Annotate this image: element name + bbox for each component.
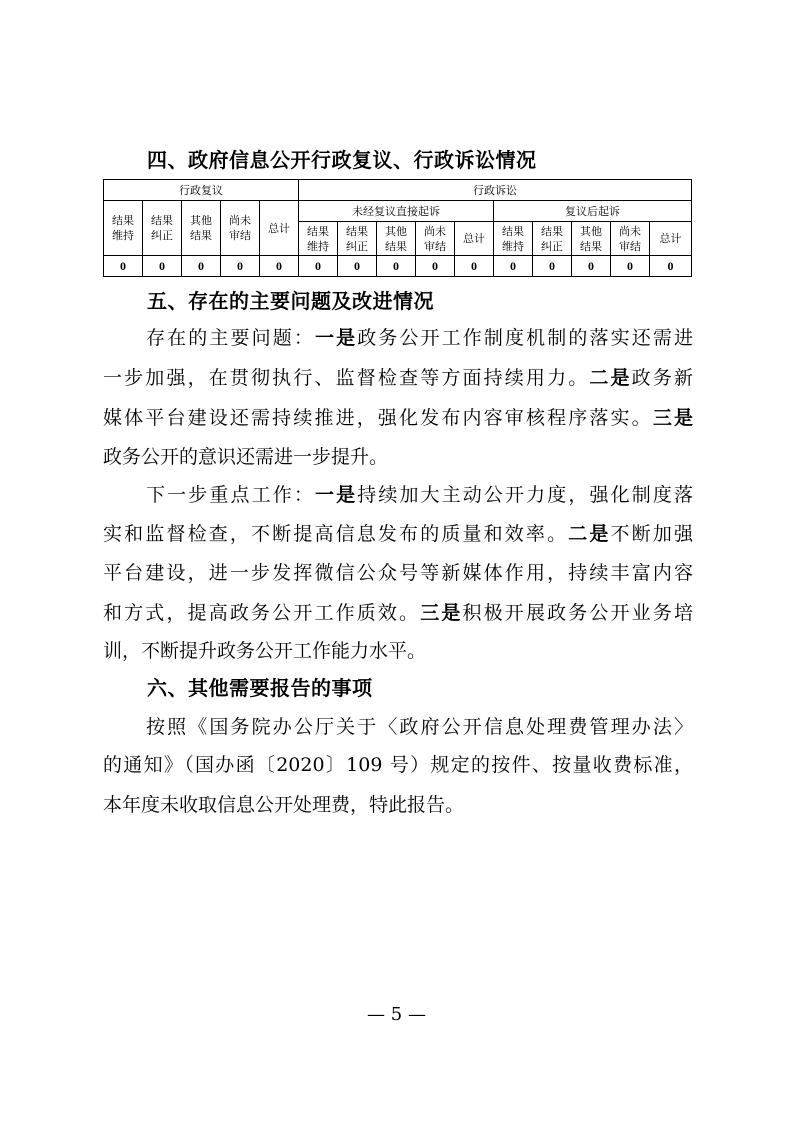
- value-cell: 0: [104, 256, 143, 277]
- problems-text: 媒体平台建设还需持续推进，强化发布内容审核程序落实。: [103, 407, 653, 429]
- marker-first: 一是: [314, 327, 358, 349]
- problems-text: 政务新: [631, 367, 693, 389]
- section-6-heading: 六、其他需要报告的事项: [147, 676, 373, 700]
- value-cell: 0: [299, 256, 338, 277]
- marker-second: 二是: [568, 523, 611, 545]
- next-steps-lead: 下一步重点工作：: [146, 484, 315, 506]
- next-steps-line-1: [103, 480, 693, 511]
- col-total: 总计: [455, 222, 494, 256]
- value-cell: 0: [572, 256, 611, 277]
- col-correct: 结果纠正: [533, 222, 572, 256]
- col-correct: 结果纠正: [338, 222, 377, 256]
- next-steps-text: 持续加大主动公开力度，强化制度落: [357, 484, 693, 506]
- value-cell: 0: [143, 256, 182, 277]
- next-steps-line-4: [103, 598, 693, 629]
- value-cell: 0: [494, 256, 533, 277]
- col-total: 总计: [650, 222, 692, 256]
- col-correct: 结果纠正: [143, 201, 182, 256]
- col-pending: 尚未审结: [611, 222, 650, 256]
- col-uphold: 结果维持: [494, 222, 533, 256]
- header-litigation: 行政诉讼: [299, 180, 692, 201]
- next-steps-text: 实和监督检查，不断提高信息发布的质量和效率。: [103, 523, 569, 545]
- col-pending: 尚未审结: [221, 201, 260, 256]
- problems-text: 一步加强，在贯彻执行、监督检查等方面持续用力。: [103, 367, 590, 389]
- problems-line-1: [103, 323, 693, 354]
- col-other: 其他结果: [377, 222, 416, 256]
- value-cell: 0: [377, 256, 416, 277]
- marker-first: 一是: [314, 484, 358, 506]
- next-steps-line-2: [103, 519, 693, 550]
- value-cell: 0: [650, 256, 692, 277]
- col-total: 总计: [260, 201, 299, 256]
- problems-text: 政务公开工作制度机制的落实还需进: [357, 327, 693, 349]
- subheader-direct: 未经复议直接起诉: [299, 201, 494, 222]
- value-cell: 0: [338, 256, 377, 277]
- other-line-2: 的通知》（国办函〔2020〕109 号）规定的按件、按量收费标准，: [103, 754, 693, 776]
- header-admin-review: 行政复议: [104, 180, 299, 201]
- value-cell: 0: [182, 256, 221, 277]
- marker-second: 二是: [589, 367, 632, 389]
- marker-third: 三是: [652, 407, 693, 429]
- review-litigation-table: [103, 179, 692, 277]
- col-uphold: 结果维持: [104, 201, 143, 256]
- col-other: 其他结果: [572, 222, 611, 256]
- marker-third: 三是: [420, 602, 463, 624]
- problems-lead: 存在的主要问题：: [146, 327, 315, 349]
- value-cell: 0: [260, 256, 299, 277]
- next-steps-text: 和方式，提高政务公开工作质效。: [103, 602, 421, 624]
- next-steps-line-5: 训，不断提升政务公开工作能力水平。: [103, 640, 427, 662]
- section-4-heading: 四、政府信息公开行政复议、行政诉讼情况: [147, 148, 537, 172]
- value-cell: 0: [611, 256, 650, 277]
- problems-line-4: 政务公开的意识还需进一步提升。: [103, 446, 389, 468]
- subheader-after-review: 复议后起诉: [494, 201, 692, 222]
- next-steps-text: 积极开展政务公开业务培: [462, 602, 693, 624]
- page-number: — 5 —: [367, 1004, 426, 1025]
- value-cell: 0: [221, 256, 260, 277]
- problems-line-3: [103, 403, 693, 434]
- problems-line-2: [103, 363, 693, 394]
- other-line-3: 本年度未收取信息公开处理费，特此报告。: [103, 794, 465, 816]
- value-cell: 0: [416, 256, 455, 277]
- other-line-1: 按照《国务院办公厅关于〈政府公开信息处理费管理办法〉: [146, 716, 693, 738]
- next-steps-line-3: 平台建设，进一步发挥微信公众号等新媒体作用，持续丰富内容: [103, 562, 693, 584]
- col-pending: 尚未审结: [416, 222, 455, 256]
- col-other: 其他结果: [182, 201, 221, 256]
- col-uphold: 结果维持: [299, 222, 338, 256]
- section-5-heading: 五、存在的主要问题及改进情况: [147, 289, 434, 313]
- value-cell: 0: [533, 256, 572, 277]
- next-steps-text: 不断加强: [610, 523, 693, 545]
- value-cell: 0: [455, 256, 494, 277]
